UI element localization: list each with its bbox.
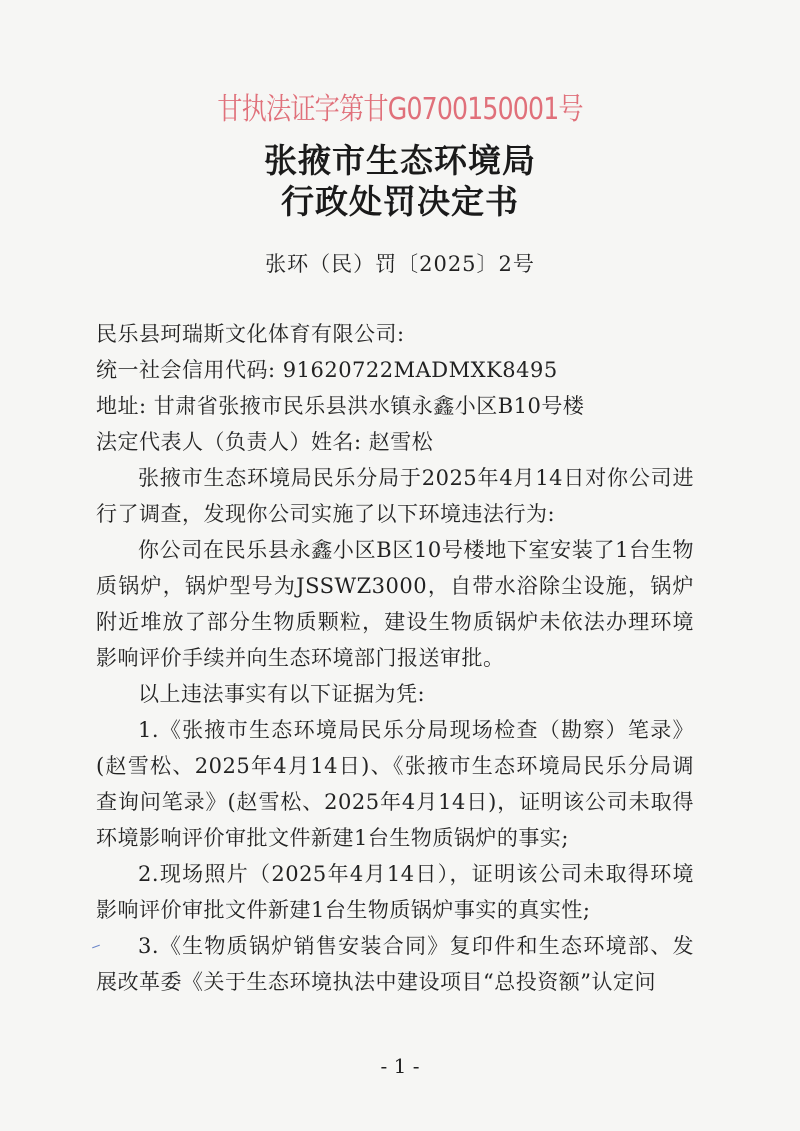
evidence-item-3: 3.《生物质锅炉销售安装合同》复印件和生态环境部、发展改革委《关于生态环境执法中建设项目“总投资额”认定问: [96, 934, 694, 994]
party-name: 民乐县珂瑞斯文化体育有限公司:: [96, 322, 405, 346]
document-number: 张环（民）罚〔2025〕2号: [265, 252, 535, 276]
enforcement-cert-stamp: 甘执法证字第甘G0700150001号: [217, 92, 583, 127]
evidence-item-1: 1.《张掖市生态环境局民乐分局现场检查（勘察）笔录》(赵雪松、2025年4月14日)、《张掖市生态环境局民乐分局调查询问笔录》(赵雪松、2025年4月14日)，证明该公司未取得环境影响评价审批文件新建1台生物质锅炉的事实;: [96, 718, 694, 850]
investigation-paragraph: 张掖市生态环境局民乐分局于2025年4月14日对你公司进行了调查，发现你公司实施了以下环境违法行为:: [96, 466, 694, 526]
evidence-intro: 以上违法事实有以下证据为凭:: [138, 682, 426, 706]
legal-representative: 法定代表人（负责人）姓名: 赵雪松: [96, 430, 434, 454]
evidence-item-2: 2.现场照片（2025年4月14日），证明该公司未取得环境影响评价审批文件新建1台生物质锅炉事实的真实性;: [96, 862, 694, 922]
document-type-title: 行政处罚决定书: [281, 182, 519, 221]
page-number: - 1 -: [380, 1054, 420, 1078]
violation-paragraph: 你公司在民乐县永鑫小区B区10号楼地下室安装了1台生物质锅炉，锅炉型号为JSSWZ3000，自带水浴除尘设施，锅炉附近堆放了部分生物质颗粒，建设生物质锅炉未依法办理环境影响评价手续并向生态环境部门报送审批。: [96, 538, 694, 670]
issuing-authority-title: 张掖市生态环境局: [264, 141, 536, 180]
party-address: 地址: 甘肃省张掖市民乐县洪水镇永鑫小区B10号楼: [96, 394, 585, 418]
document-body: [96, 316, 694, 1000]
credit-code: 统一社会信用代码: 91620722MADMXK8495: [96, 358, 558, 382]
